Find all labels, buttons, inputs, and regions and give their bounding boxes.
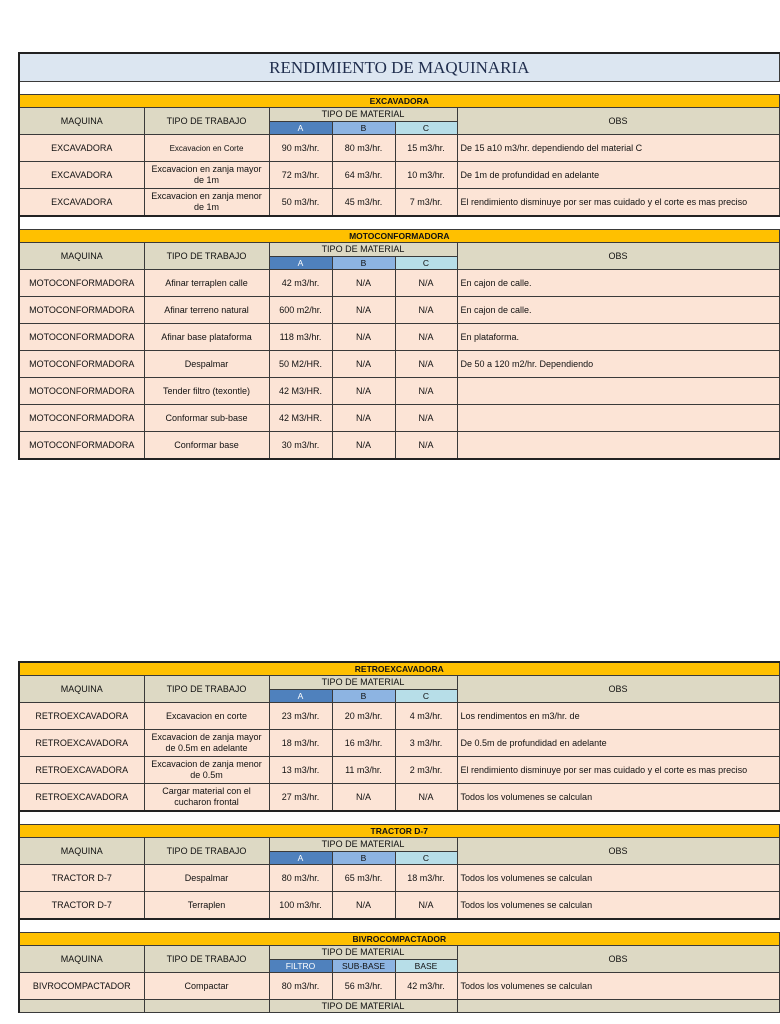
cell-trabajo: Excavacion en zanja menor de 1m (144, 189, 269, 217)
cell-c: N/A (395, 432, 457, 460)
header-tipo-material: TIPO DE MATERIAL (269, 243, 457, 257)
cell-obs: De 1m de profundidad en adelante (457, 162, 779, 189)
cell-b: N/A (332, 405, 395, 432)
cell-obs: De 15 a10 m3/hr. dependiendo del material C (457, 135, 779, 162)
cell-maquina: MOTOCONFORMADORA (19, 324, 144, 351)
cell-b: 20 m3/hr. (332, 703, 395, 730)
header-material-base: BASE (395, 960, 457, 973)
cell-c: 3 m3/hr. (395, 730, 457, 757)
cell-trabajo: Despalmar (144, 351, 269, 378)
table-row (19, 757, 779, 784)
cell-a: 90 m3/hr. (269, 135, 332, 162)
cell-trabajo: Despalmar (144, 865, 269, 892)
page-title: RENDIMIENTO DE MAQUINARIA (19, 53, 779, 82)
cell-trabajo: Afinar terreno natural (144, 297, 269, 324)
section-title-retroexcavadora: RETROEXCAVADORA (19, 662, 779, 676)
cell-c: N/A (395, 270, 457, 297)
cell-a: 18 m3/hr. (269, 730, 332, 757)
header-obs: OBS (457, 676, 779, 703)
cell-a: 30 m3/hr. (269, 432, 332, 460)
cell-c: 2 m3/hr. (395, 757, 457, 784)
cell-trabajo: Afinar terraplen calle (144, 270, 269, 297)
header-obs: OBS (457, 243, 779, 270)
cell-maquina: EXCAVADORA (19, 162, 144, 189)
header-maquina: MAQUINA (19, 946, 144, 973)
cell-maquina: MOTOCONFORMADORA (19, 432, 144, 460)
cell-obs (457, 432, 779, 460)
cell-a: 42 M3/HR. (269, 378, 332, 405)
cell-obs (457, 378, 779, 405)
cell-a: 50 M2/HR. (269, 351, 332, 378)
cell-b: 65 m3/hr. (332, 865, 395, 892)
header-material-c: C (395, 257, 457, 270)
cell-obs: En cajon de calle. (457, 297, 779, 324)
cell-a: 50 m3/hr. (269, 189, 332, 217)
cell-b: N/A (332, 378, 395, 405)
table-row (19, 784, 779, 812)
cell-trabajo: Terraplen (144, 892, 269, 920)
header-material-b: B (332, 852, 395, 865)
cell-b: 80 m3/hr. (332, 135, 395, 162)
cell-b: 56 m3/hr. (332, 973, 395, 1000)
cell-maquina: MOTOCONFORMADORA (19, 378, 144, 405)
header-material-subbase: SUB-BASE (332, 960, 395, 973)
cell-a: 80 m3/hr. (269, 973, 332, 1000)
table-row (19, 865, 779, 892)
cell-obs: En plataforma. (457, 324, 779, 351)
cell-obs: El rendimiento disminuye por ser mas cuidado y el corte es mas preciso (457, 189, 779, 217)
cell-a: 23 m3/hr. (269, 703, 332, 730)
cell-c: N/A (395, 351, 457, 378)
cell-c: N/A (395, 405, 457, 432)
cell-maquina: EXCAVADORA (19, 189, 144, 217)
header-material-c: C (395, 690, 457, 703)
header-tipo-trabajo: TIPO DE TRABAJO (144, 838, 269, 865)
top-sheet (18, 52, 748, 460)
header-tipo-material: TIPO DE MATERIAL (269, 946, 457, 960)
cell-trabajo: Conformar sub-base (144, 405, 269, 432)
header-material-a: A (269, 122, 332, 135)
header-material-a: A (269, 852, 332, 865)
table-row (19, 135, 779, 162)
section-title-excavadora: EXCAVADORA (19, 95, 779, 108)
cell-b: 64 m3/hr. (332, 162, 395, 189)
cell-c: N/A (395, 324, 457, 351)
cell-maquina: RETROEXCAVADORA (19, 784, 144, 812)
cell-c: 7 m3/hr. (395, 189, 457, 217)
table-row (19, 378, 779, 405)
header-material-b: B (332, 257, 395, 270)
header-material-b: B (332, 690, 395, 703)
cell-maquina: EXCAVADORA (19, 135, 144, 162)
cell-b: N/A (332, 324, 395, 351)
table-row (19, 189, 779, 217)
rendimiento-table-bottom (18, 661, 780, 1013)
header-maquina: MAQUINA (19, 243, 144, 270)
cell-trabajo: Excavacion en Corte (144, 135, 269, 162)
cell-trabajo: Cargar material con el cucharon frontal (144, 784, 269, 812)
cell-trabajo: Excavacion en zanja mayor de 1m (144, 162, 269, 189)
cell-trabajo: Tender filtro (texontle) (144, 378, 269, 405)
table-row (19, 162, 779, 189)
cell-b: N/A (332, 270, 395, 297)
cell-maquina: BIVROCOMPACTADOR (19, 973, 144, 1000)
cell-obs (457, 405, 779, 432)
table-row (19, 270, 779, 297)
cell-a: 80 m3/hr. (269, 865, 332, 892)
cell-a: 100 m3/hr. (269, 892, 332, 920)
table-row (19, 351, 779, 378)
cell-c: 10 m3/hr. (395, 162, 457, 189)
cell-obs: El rendimiento disminuye por ser mas cuidado y el corte es mas preciso (457, 757, 779, 784)
header-maquina: MAQUINA (19, 108, 144, 135)
cell-c: 15 m3/hr. (395, 135, 457, 162)
cell-a: 600 m2/hr. (269, 297, 332, 324)
cell-maquina: RETROEXCAVADORA (19, 730, 144, 757)
header-material-b: B (332, 122, 395, 135)
cell-trabajo: Afinar base plataforma (144, 324, 269, 351)
header-material-filtro: FILTRO (269, 960, 332, 973)
cell-obs: Todos los volumenes se calculan (457, 784, 779, 812)
header-material-c: C (395, 852, 457, 865)
cell-b: 16 m3/hr. (332, 730, 395, 757)
cell-c: N/A (395, 297, 457, 324)
cell-b: N/A (332, 297, 395, 324)
cell-maquina: MOTOCONFORMADORA (19, 405, 144, 432)
section-title-motoconformadora: MOTOCONFORMADORA (19, 230, 779, 243)
header-material-a: A (269, 257, 332, 270)
header-tipo-trabajo: TIPO DE TRABAJO (144, 946, 269, 973)
section-title-tractor: TRACTOR D-7 (19, 825, 779, 838)
cell-b: 11 m3/hr. (332, 757, 395, 784)
cell-obs: Los rendimentos en m3/hr. de (457, 703, 779, 730)
cell-b: 45 m3/hr. (332, 189, 395, 217)
cell-trabajo: Conformar base (144, 432, 269, 460)
cell-obs: Todos los volumenes se calculan (457, 973, 779, 1000)
header-material-a: A (269, 690, 332, 703)
cell-c: N/A (395, 892, 457, 920)
cell-a: 118 m3/hr. (269, 324, 332, 351)
cell-a: 42 M3/HR. (269, 405, 332, 432)
table-row (19, 432, 779, 460)
header-material-c: C (395, 122, 457, 135)
cell-maquina: MOTOCONFORMADORA (19, 351, 144, 378)
cell-obs: De 0.5m de profundidad en adelante (457, 730, 779, 757)
cell-obs: En cajon de calle. (457, 270, 779, 297)
cell-a: 13 m3/hr. (269, 757, 332, 784)
cell-obs: Todos los volumenes se calculan (457, 892, 779, 920)
cell-trabajo: Excavacion de zanja menor de 0.5m (144, 757, 269, 784)
cell-a: 42 m3/hr. (269, 270, 332, 297)
header-tipo-material: TIPO DE MATERIAL (269, 676, 457, 690)
cell-a: 27 m3/hr. (269, 784, 332, 812)
table-row (19, 703, 779, 730)
header-maquina: MAQUINA (19, 676, 144, 703)
header-tipo-material: TIPO DE MATERIAL (269, 108, 457, 122)
cell-b: N/A (332, 351, 395, 378)
cell-b: N/A (332, 892, 395, 920)
table-row (19, 405, 779, 432)
header-obs: OBS (457, 108, 779, 135)
cell-a: 72 m3/hr. (269, 162, 332, 189)
rendimiento-table-top (18, 52, 780, 460)
header-tipo-trabajo: TIPO DE TRABAJO (144, 243, 269, 270)
cell-obs: De 50 a 120 m2/hr. Dependiendo (457, 351, 779, 378)
table-row (19, 297, 779, 324)
header-maquina: MAQUINA (19, 838, 144, 865)
table-row (19, 324, 779, 351)
cell-c: N/A (395, 784, 457, 812)
header-tipo-material: TIPO DE MATERIAL (269, 838, 457, 852)
cell-maquina: MOTOCONFORMADORA (19, 270, 144, 297)
cell-trabajo: Excavacion en corte (144, 703, 269, 730)
cell-trabajo: Compactar (144, 973, 269, 1000)
table-row (19, 892, 779, 920)
cell-b: N/A (332, 784, 395, 812)
header-tipo-material: TIPO DE MATERIAL (269, 1000, 457, 1013)
cell-c: 42 m3/hr. (395, 973, 457, 1000)
cell-c: 18 m3/hr. (395, 865, 457, 892)
header-tipo-trabajo: TIPO DE TRABAJO (144, 108, 269, 135)
table-row (19, 730, 779, 757)
bottom-sheet (18, 661, 748, 1024)
cell-trabajo: Excavacion de zanja mayor de 0.5m en adelante (144, 730, 269, 757)
table-row (19, 973, 779, 1000)
cell-maquina: TRACTOR D-7 (19, 865, 144, 892)
header-obs: OBS (457, 946, 779, 973)
header-obs: OBS (457, 838, 779, 865)
cell-b: N/A (332, 432, 395, 460)
cell-obs: Todos los volumenes se calculan (457, 865, 779, 892)
cell-maquina: RETROEXCAVADORA (19, 703, 144, 730)
section-title-bivrocompactador: BIVROCOMPACTADOR (19, 933, 779, 946)
cell-maquina: MOTOCONFORMADORA (19, 297, 144, 324)
cell-c: 4 m3/hr. (395, 703, 457, 730)
cell-c: N/A (395, 378, 457, 405)
header-tipo-trabajo: TIPO DE TRABAJO (144, 676, 269, 703)
cell-maquina: TRACTOR D-7 (19, 892, 144, 920)
cell-maquina: RETROEXCAVADORA (19, 757, 144, 784)
